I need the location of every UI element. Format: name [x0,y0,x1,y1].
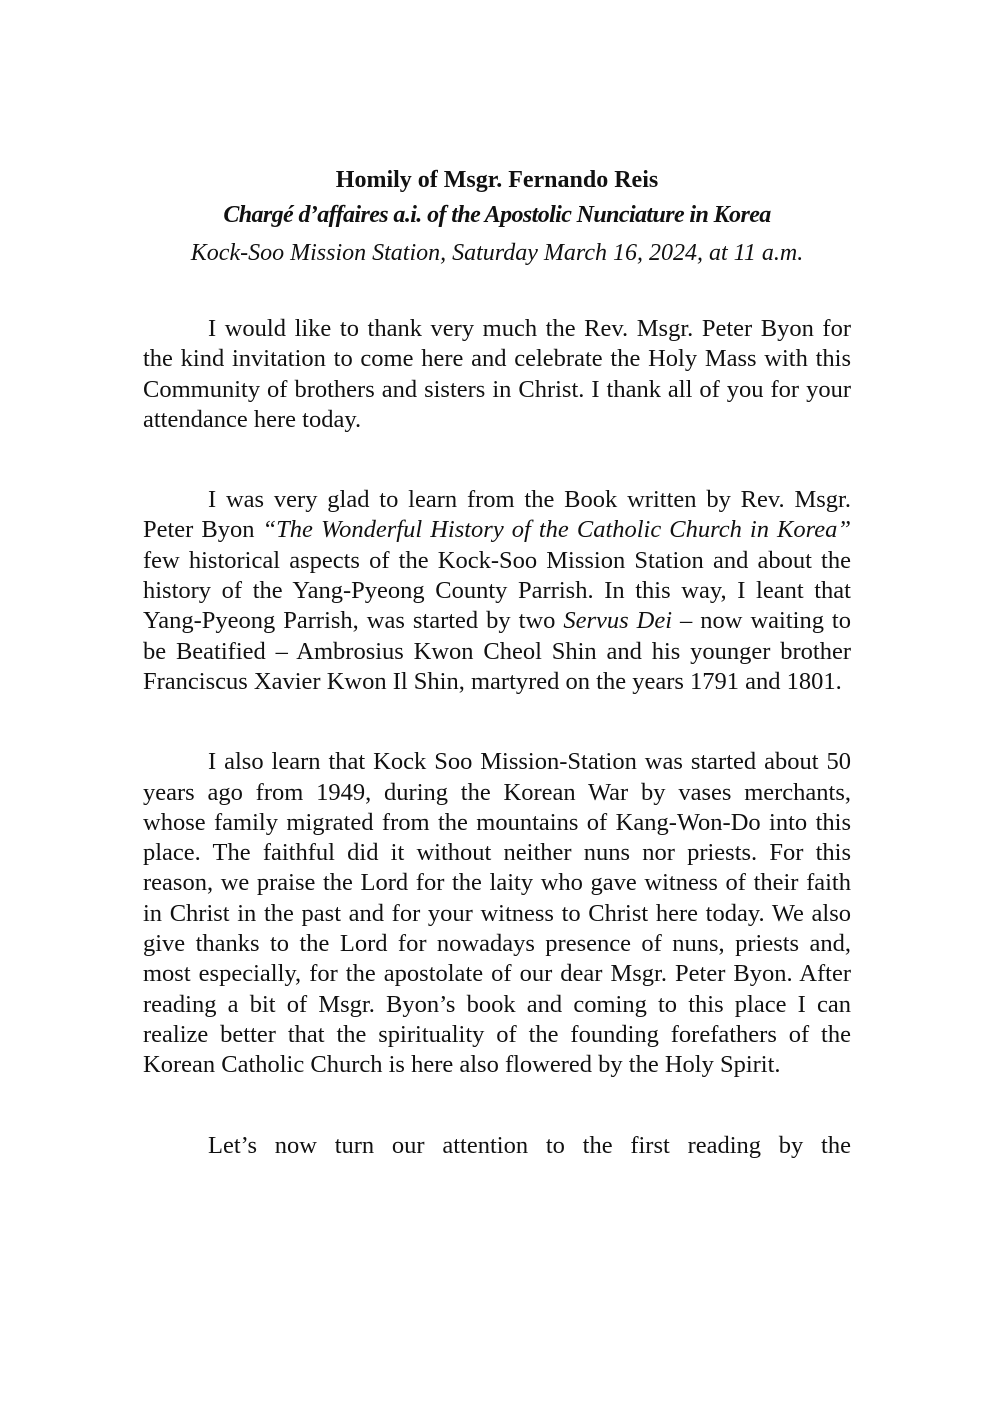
homily-body [143,314,851,1161]
book-title: “The Wonderful History of the Catholic Church in Korea” [262,516,852,544]
document-header [143,163,851,273]
paragraph-3: I also learn that Kock Soo Mission-Station was started about 50 years ago from 1949, during the Korean War by vases merchants, whose family migrated from the mountains of Kang-Won-Do into this place. The faithful did it without neither nuns nor priests. For this reason, we praise the Lord for the laity who gave witness of their faith in Christ in the past and for your witness to Christ here today. We also give thanks to the Lord for nowadays presence of nuns, priests and, most especially, for the apostolate of our dear Msgr. Peter Byon. After reading a bit of Msgr. Byon’s book and coming to this place I can realize better that the spirituality of the founding forefathers of the Korean Catholic Church is here also flowered by the Holy Spirit. [143,748,851,1079]
paragraph-1: I would like to thank very much the Rev. Msgr. Peter Byon for the kind invitation to come here and celebrate the Holy Mass with this Community of brothers and sisters in Christ. I thank all of you for your attendance here today. [143,315,851,433]
document-page [143,163,851,1211]
paragraph-4: Let’s now turn our attention to the first reading by the [208,1131,851,1159]
homily-dateline: Kock-Soo Mission Station, Saturday March 16, 2024, at 11 a.m. [190,240,804,266]
homily-title: Homily of Msgr. Fernando Reis [335,167,659,193]
paragraph-2-text-e: – now waiting to be Beatified – Ambrosius Kwon Cheol Shin and his younger brother Franciscus Xavier Kwon Il Shin, martyred on the years 1791 and 1801. [143,607,851,695]
homily-subtitle: Chargé d’affaires a.i. of the Apostolic Nunciature in Korea [223,202,771,228]
paragraph-2-text-a: I was very glad to learn from the Book written by Rev. Msgr. Peter Byon [143,486,851,544]
servus-dei-term: Servus Dei [563,607,673,635]
paragraph-2-text-c: few historical aspects of the Kock-Soo Mission Station and about the history of the Yang-Pyeong County Parrish. In this way, I leant that Yang-Pyeong Parrish, was started by two [143,546,851,635]
paragraph-2 [143,485,851,697]
